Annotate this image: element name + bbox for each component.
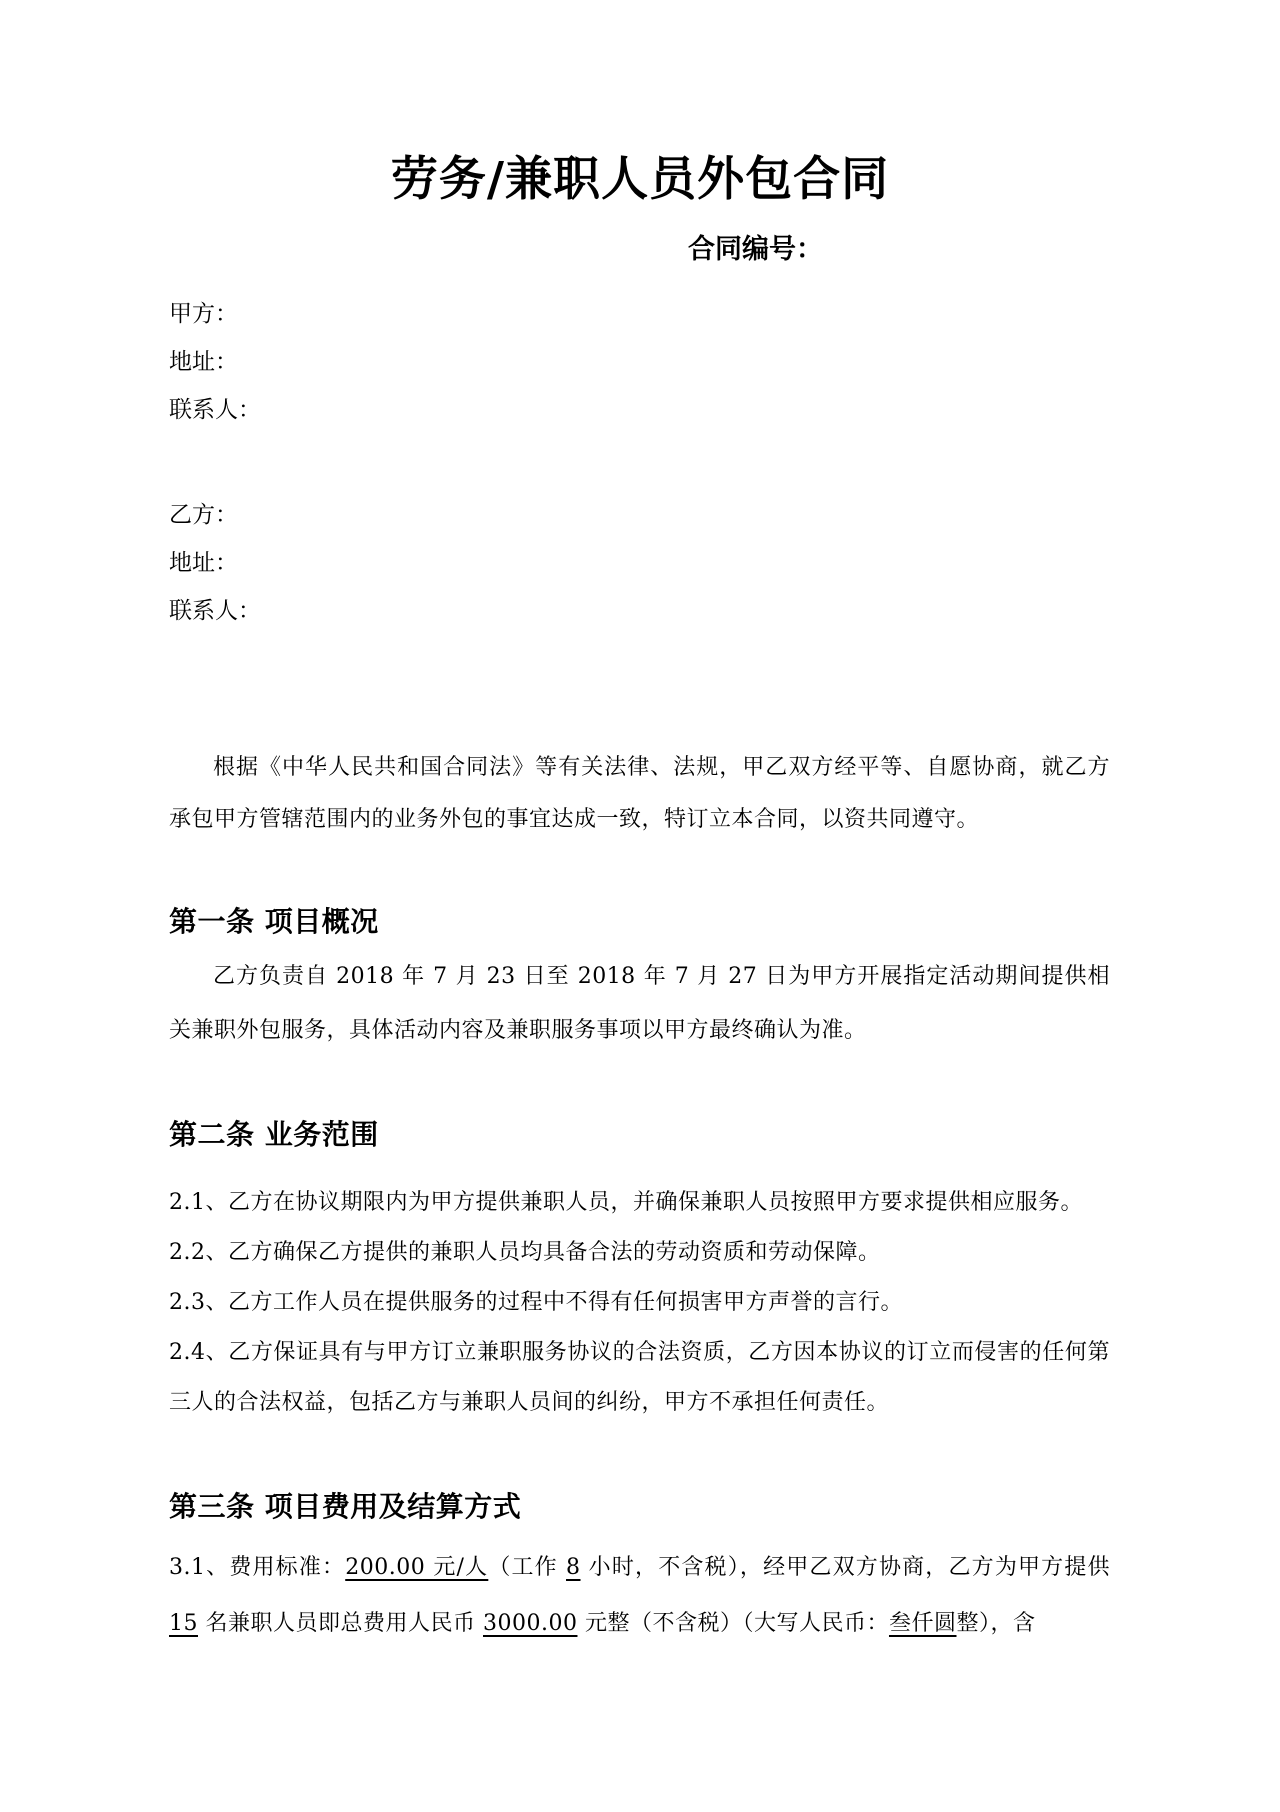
underlined-value: 15 xyxy=(169,1611,198,1636)
text-run: 3.1、费用标准： xyxy=(169,1555,346,1580)
section-1-paragraph: 乙方负责自 2018 年 7 月 23 日至 2018 年 7 月 27 日为甲方开展指定活动期间提供相关兼职外包服务，具体活动内容及兼职服务事项以甲方最终确认为准。 xyxy=(169,964,1110,1043)
clause-2-2: 2.2、乙方确保乙方提供的兼职人员均具备合法的劳动资质和劳动保障。 xyxy=(169,1240,881,1265)
section-1-heading: 第一条 项目概况 xyxy=(169,905,379,938)
party-a-name-label: 甲方： xyxy=(169,301,238,327)
party-b-address-label: 地址： xyxy=(169,550,238,576)
contract-number-label: 合同编号： xyxy=(688,234,823,265)
party-b-block xyxy=(169,491,261,635)
text-run: 小时，不含税），经甲乙双方协商，乙方为甲方提供 xyxy=(580,1555,1111,1580)
preamble-paragraph: 根据《中华人民共和国合同法》等有关法律、法规，甲乙双方经平等、自愿协商，就乙方承包甲方管辖范围内的业务外包的事宜达成一致，特订立本合同，以资共同遵守。 xyxy=(169,755,1110,832)
underlined-value: 3000.00 xyxy=(483,1611,578,1636)
text-run: 名兼职人员即总费用人民币 xyxy=(198,1611,483,1636)
clause-3-1 xyxy=(169,1540,1110,1652)
section-2-heading: 第二条 业务范围 xyxy=(169,1118,379,1151)
party-b-name-label: 乙方： xyxy=(169,502,238,528)
section-2-clause-list xyxy=(169,1178,1110,1428)
clause-2-1: 2.1、乙方在协议期限内为甲方提供兼职人员，并确保兼职人员按照甲方要求提供相应服务。 xyxy=(169,1190,1083,1215)
clause-2-4: 2.4、乙方保证具有与甲方订立兼职服务协议的合法资质，乙方因本协议的订立而侵害的任何第三人的合法权益，包括乙方与兼职人员间的纠纷，甲方不承担任何责任。 xyxy=(169,1340,1110,1415)
party-a-block xyxy=(169,290,261,434)
text-run: 整），含 xyxy=(956,1611,1036,1636)
text-run: 元整（不含税）（大写人民币： xyxy=(577,1611,889,1636)
underlined-value: 叁仟圆 xyxy=(888,1611,957,1636)
document-title: 劳务/兼职人员外包合同 xyxy=(390,152,890,207)
underlined-value: 8 xyxy=(566,1555,581,1580)
party-b-contact-label: 联系人： xyxy=(169,598,261,624)
text-run: （工作 xyxy=(488,1555,567,1580)
clause-2-3: 2.3、乙方工作人员在提供服务的过程中不得有任何损害甲方声誉的言行。 xyxy=(169,1290,903,1315)
party-a-contact-label: 联系人： xyxy=(169,397,261,423)
section-3-heading: 第三条 项目费用及结算方式 xyxy=(169,1490,522,1523)
party-a-address-label: 地址： xyxy=(169,349,238,375)
underlined-value: 200.00 元/人 xyxy=(345,1555,489,1580)
